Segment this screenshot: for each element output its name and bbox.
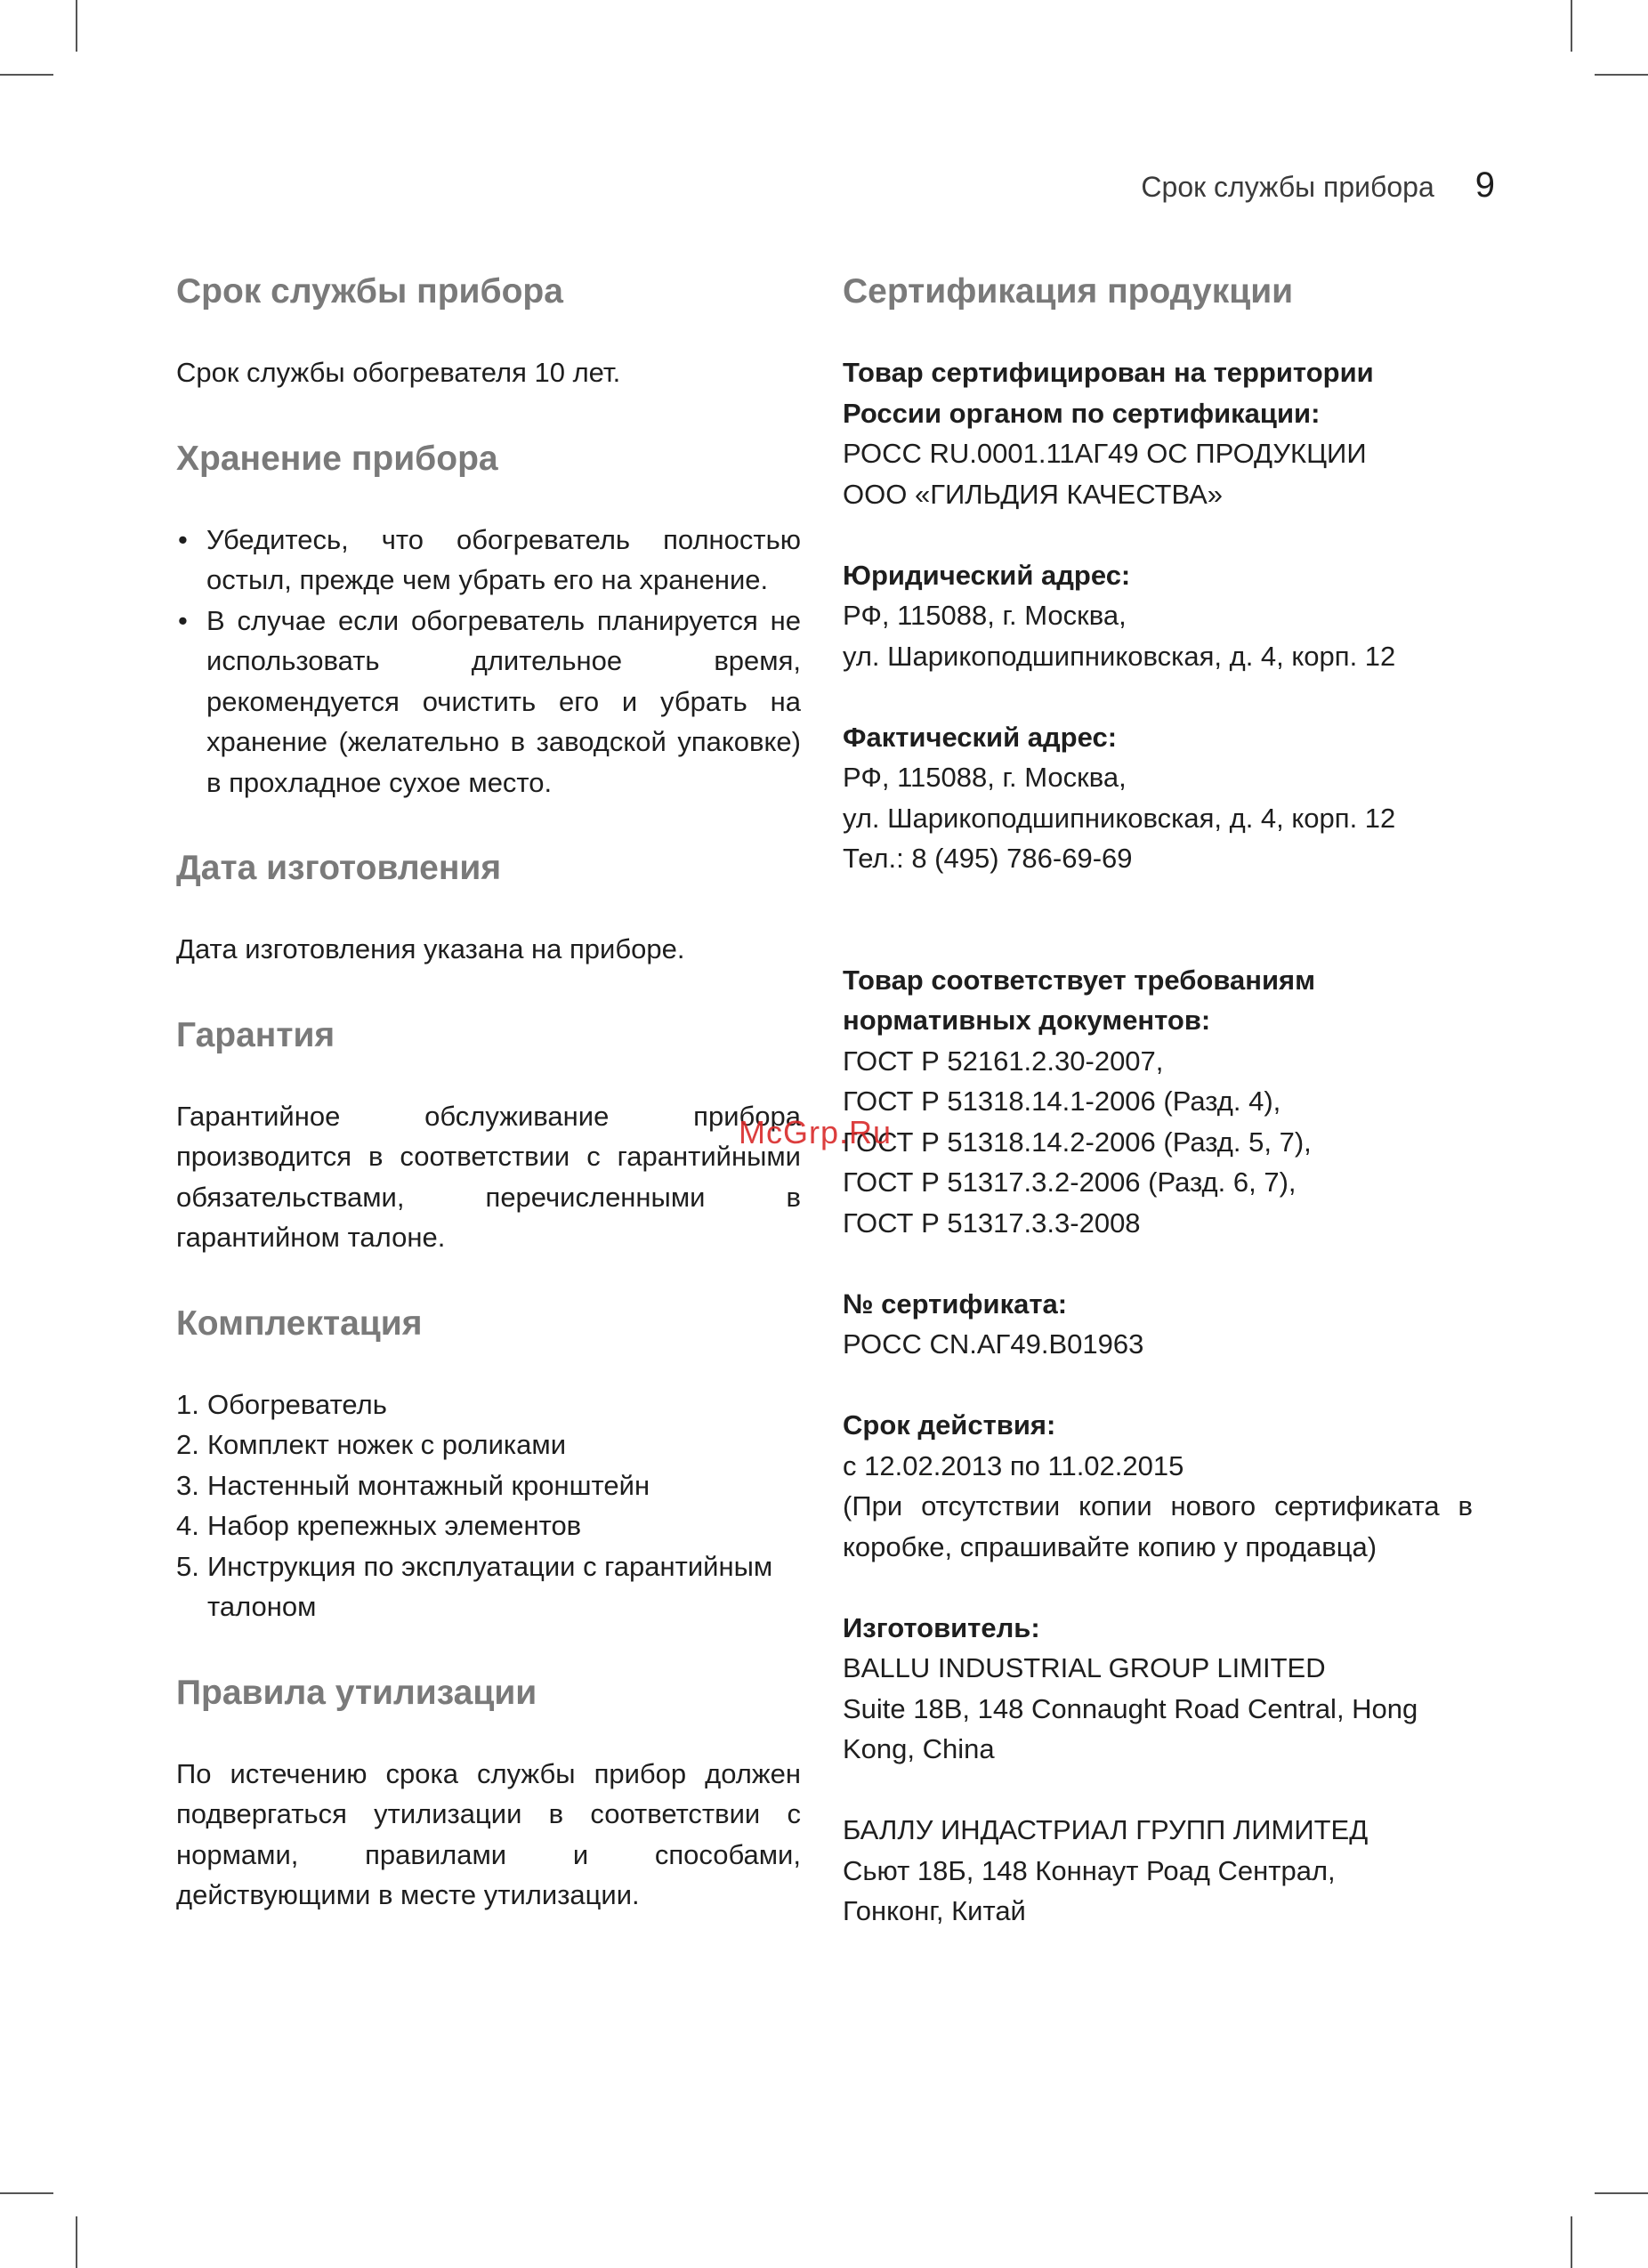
certificate-number-block [843,1284,1473,1365]
legal-address-block [843,555,1473,677]
block-title: Изготовитель: [843,1611,1040,1643]
validity-block [843,1405,1473,1567]
crop-mark [1595,74,1648,76]
spacer [843,919,1473,960]
crop-mark [1571,2216,1572,2268]
list-text: Инструкция по эксплуатации с гарантийным талоном [207,1550,773,1622]
section-heading: Правила утилизации [176,1673,537,1712]
block-line: ООО «ГИЛЬДИЯ КАЧЕСТВА» [843,478,1224,510]
page-number: 9 [1474,165,1495,205]
list-number: 5. [176,1550,199,1582]
manufacturer-block [843,1608,1473,1770]
manufacturer-ru-block [843,1810,1473,1932]
block-line: ГОСТ Р 51317.3.3-2008 [843,1207,1141,1239]
crop-mark [0,2192,53,2194]
block-line: ул. Шарикоподшипниковская, д. 4, корп. 12 [843,640,1396,672]
block-title: Срок действия: [843,1409,1056,1441]
list-text: Обогреватель [207,1388,387,1420]
block-line: ГОСТ Р 51318.14.2-2006 (Разд. 5, 7), [843,1126,1312,1158]
list-text: Комплект ножек с роликами [207,1429,567,1460]
list-item [176,1384,801,1425]
right-column [843,267,1473,1972]
block-line: Гонконг, Китай [843,1895,1026,1926]
actual-address-block [843,717,1473,879]
crop-mark [76,2216,77,2268]
list-number: 4. [176,1510,199,1541]
block-line: ул. Шарикоподшипниковская, д. 4, корп. 12 [843,802,1396,834]
block-line: РОСС CN.АГ49.В01963 [843,1328,1144,1360]
list-number: 1. [176,1388,199,1420]
section-warranty [176,1011,801,1258]
block-note: (При отсутствии копии нового сертификата в коробке, спрашивайте копию у продавца) [843,1490,1473,1562]
list-item [176,1546,801,1627]
block-title: Товар сертифицирован на территории [843,357,1374,388]
section-text: По истечению срока службы прибор должен подвергаться утилизации в соответствии с нормами, правилами и способами, действующими в месте утилизации. [176,1757,801,1910]
block-line: Тел.: 8 (495) 786-69-69 [843,843,1133,874]
block-line: с 12.02.2013 по 11.02.2015 [843,1449,1184,1481]
block-line: BALLU INDUSTRIAL GROUP LIMITED [843,1652,1326,1683]
block-line: Сьют 18Б, 148 Коннаут Роад Сентрал, [843,1854,1336,1886]
list-text: Набор крепежных элементов [207,1510,582,1541]
list-item: • В случае если обогреватель планируется не использовать длительное время, рекомендуется очистить его и убрать на хранение (желательно в заводской упаковке) в прохладное сухое место. [176,601,801,803]
section-heading: Комплектация [176,1303,423,1343]
block-line: ГОСТ Р 51317.3.2-2006 (Разд. 6, 7), [843,1166,1297,1198]
block-title: Юридический адрес: [843,559,1131,591]
standards-block [843,960,1473,1244]
section-heading: Дата изготовления [176,849,502,887]
list-item: • Убедитесь, что обогреватель полностью остыл, прежде чем убрать его на хранение. [176,520,801,601]
numbered-list [176,1384,801,1627]
block-line: ГОСТ Р 52161.2.30-2007, [843,1045,1164,1077]
running-head [1141,165,1495,206]
watermark: McGrp.Ru [739,1114,893,1150]
section-service-life [176,267,801,393]
list-item [176,1465,801,1506]
list-number: 3. [176,1469,199,1501]
section-text: Срок службы обогревателя 10 лет. [176,357,621,388]
section-storage [176,434,801,803]
block-line: РФ, 115088, г. Москва, [843,762,1127,793]
bullet-list [176,520,801,803]
section-package [176,1299,801,1627]
block-title: Товар соответствует требованиям [843,964,1316,996]
section-manufacture-date [176,843,801,970]
crop-mark [0,74,53,76]
crop-mark [76,0,77,52]
running-head-title: Срок службы прибора [1141,171,1434,203]
crop-mark [1571,0,1572,52]
block-line: РФ, 115088, г. Москва, [843,600,1127,631]
list-item [176,1505,801,1546]
block-title: № сертификата: [843,1287,1068,1320]
crop-mark [1595,2192,1648,2194]
block-line: ГОСТ Р 51318.14.1-2006 (Разд. 4), [843,1086,1281,1117]
certification-body-block [843,352,1473,514]
block-title: Фактический адрес: [843,721,1118,753]
section-text: Гарантийное обслуживание прибора производится в соответствии с гарантийными обязательствами, перечисленными в гарантийном талоне. [176,1100,801,1253]
block-line: БАЛЛУ ИНДАСТРИАЛ ГРУПП ЛИМИТЕД [843,1814,1369,1845]
list-item [176,1425,801,1465]
section-heading: Сертификация продукции [843,272,1294,311]
section-heading: Срок службы прибора [176,272,563,311]
list-number: 2. [176,1429,199,1460]
block-title: нормативных документов: [843,1005,1211,1036]
section-text: Дата изготовления указана на приборе. [176,933,685,965]
block-line: Suite 18B, 148 Connaught Road Central, Hong Kong, China [843,1692,1418,1764]
list-text: Настенный монтажный кронштейн [207,1469,650,1501]
section-heading: Гарантия [176,1015,335,1054]
section-disposal [176,1668,801,1916]
left-column [176,267,801,1957]
block-title: России органом по сертификации: [843,397,1321,429]
block-line: РОСС RU.0001.11АГ49 ОС ПРОДУКЦИИ [843,438,1367,469]
section-heading: Хранение прибора [176,439,498,478]
